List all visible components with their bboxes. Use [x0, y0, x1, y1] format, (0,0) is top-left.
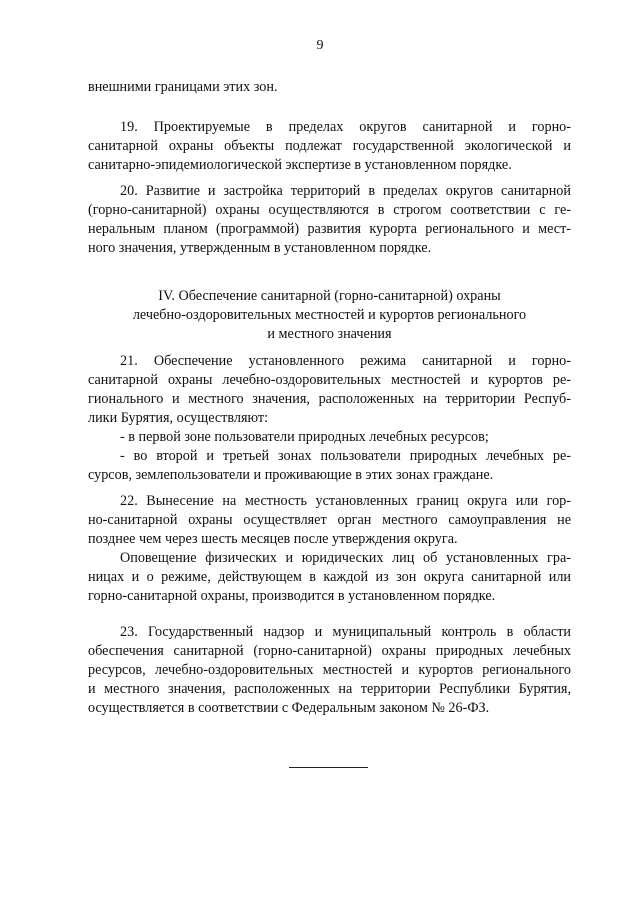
text-line: ного значения, утвержденным в установленном порядке.	[88, 240, 432, 256]
text-line: санитарной охраны лечебно-оздоровительных местностей и курортов ре-	[88, 372, 571, 388]
text-line: 22. Вынесение на местность установленных границ округа или гор-	[120, 493, 571, 509]
text-line: лики Бурятия, осуществляют:	[88, 410, 269, 426]
section-heading-line: и местного значения	[267, 326, 392, 342]
text-line: сурсов, землепользователи и проживающие в этих зонах граждане.	[88, 467, 494, 483]
text-line: неральным планом (программой) развития курорта регионального и мест-	[88, 221, 571, 237]
text-line: 20. Развитие и застройка территорий в пределах округов санитарной	[120, 183, 571, 199]
end-separator-line	[289, 767, 368, 768]
text-line: (горно-санитарной) охраны осуществляются в строгом соответствии с ге-	[88, 202, 571, 218]
text-line: 19. Проектируемые в пределах округов санитарной и горно-	[120, 119, 571, 135]
section-heading-line: лечебно-оздоровительных местностей и курортов регионального	[132, 307, 527, 323]
text-line: 21. Обеспечение установленного режима санитарной и горно-	[120, 353, 571, 369]
text-line: внешними границами этих зон.	[88, 79, 278, 95]
text-line: позднее чем через шесть месяцев после утверждения округа.	[88, 531, 458, 547]
text-line: гионального и местного значения, расположенных на территории Респуб-	[88, 391, 571, 407]
text-line: и местного значения, расположенных на территории Республики Бурятия,	[88, 681, 571, 697]
text-line: ресурсов, лечебно-оздоровительных местностей и курортов регионального	[88, 662, 571, 678]
text-line: Оповещение физических и юридических лиц об установленных гра-	[120, 550, 571, 566]
text-line: горно-санитарной охраны, производится в установленном порядке.	[88, 588, 496, 604]
text-line: 23. Государственный надзор и муниципальный контроль в области	[120, 624, 571, 640]
text-line: санитарно-эпидемиологической экспертизе в установленном порядке.	[88, 157, 512, 173]
section-heading-line: IV. Обеспечение санитарной (горно-санитарной) охраны	[158, 288, 501, 304]
text-line: осуществляется в соответствии с Федеральным законом № 26-ФЗ.	[88, 700, 490, 716]
text-line: санитарной охраны объекты подлежат государственной экологической и	[88, 138, 571, 154]
text-line: но-санитарной охраны осуществляет орган местного самоуправления не	[88, 512, 571, 528]
text-line: ницах и о режиме, действующем в каждой из зон округа санитарной или	[88, 569, 571, 585]
text-line: - в первой зоне пользователи природных лечебных ресурсов;	[120, 429, 489, 445]
page-number: 9	[316, 38, 324, 53]
text-line: обеспечения санитарной (горно-санитарной) охраны природных лечебных	[88, 643, 571, 659]
text-line: - во второй и третьей зонах пользователи природных лечебных ре-	[120, 448, 571, 464]
